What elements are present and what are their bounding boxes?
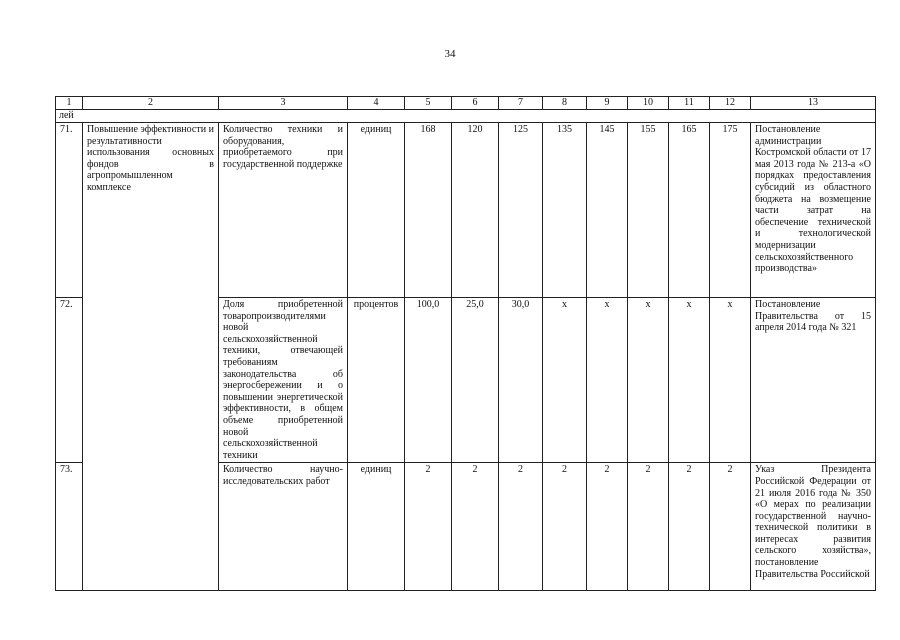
column-number: 4 [348, 97, 405, 110]
table-row [56, 123, 876, 298]
column-number: 13 [751, 97, 876, 110]
value-cell: 175 [710, 123, 751, 298]
column-number: 2 [83, 97, 219, 110]
value-cell: х [710, 298, 751, 463]
value-cell: 25,0 [452, 298, 499, 463]
source-cell: Указ Президента Российской Федерации от 21 июля 2016 года № 350 «О мерах по реализации государственной научно-технической политики в интересах развития сельского хозяйства», постановление Правительства Российской [751, 463, 876, 591]
value-cell: х [669, 298, 710, 463]
indicator-cell: Доля приобретенной товаропроизводителями новой сельскохозяйственной техники, отвечающей требованиям законодательства об энергосбережении и о повышении энергетической эффективности, в общем объеме приобретенной новой сельскохозяйственной техники [219, 298, 348, 463]
row-number: 71. [56, 123, 83, 298]
value-cell: 2 [452, 463, 499, 591]
indicator-cell: Количество техники и оборудования, приобретаемого при государственной поддержке [219, 123, 348, 298]
value-cell: 135 [543, 123, 587, 298]
value-cell: 2 [499, 463, 543, 591]
column-number: 5 [405, 97, 452, 110]
column-number: 12 [710, 97, 751, 110]
value-cell: 2 [543, 463, 587, 591]
unit-cell: процентов [348, 298, 405, 463]
value-cell: 168 [405, 123, 452, 298]
column-number: 7 [499, 97, 543, 110]
value-cell: 2 [405, 463, 452, 591]
column-number-row [56, 97, 876, 110]
value-cell: 155 [628, 123, 669, 298]
column-number: 6 [452, 97, 499, 110]
goal-cell: Повышение эффективности и результативности использования основных фондов в агропромышленном комплексе [83, 123, 219, 591]
value-cell: х [628, 298, 669, 463]
value-cell: х [587, 298, 628, 463]
column-number: 11 [669, 97, 710, 110]
column-number: 3 [219, 97, 348, 110]
value-cell: 2 [587, 463, 628, 591]
unit-cell: единиц [348, 123, 405, 298]
value-cell: 2 [669, 463, 710, 591]
value-cell: 145 [587, 123, 628, 298]
column-number: 8 [543, 97, 587, 110]
value-cell: 125 [499, 123, 543, 298]
value-cell: 30,0 [499, 298, 543, 463]
column-number: 9 [587, 97, 628, 110]
value-cell: 100,0 [405, 298, 452, 463]
continuation-row [56, 110, 876, 123]
page-number: 34 [444, 48, 456, 60]
column-number: 1 [56, 97, 83, 110]
indicators-table [55, 96, 876, 591]
source-cell: Постановление администрации Костромской области от 17 мая 2013 года № 213-а «О порядках предоставления субсидий из областного бюджета на возмещение части затрат на обеспечение технической и технологической модернизации сельскохозяйственного производства» [751, 123, 876, 298]
indicator-cell: Количество научно-исследовательских работ [219, 463, 348, 591]
value-cell: 165 [669, 123, 710, 298]
row-number: 73. [56, 463, 83, 591]
unit-cell: единиц [348, 463, 405, 591]
row-number: 72. [56, 298, 83, 463]
value-cell: 120 [452, 123, 499, 298]
value-cell: 2 [628, 463, 669, 591]
continuation-text: лей [56, 110, 876, 123]
value-cell: 2 [710, 463, 751, 591]
value-cell: х [543, 298, 587, 463]
column-number: 10 [628, 97, 669, 110]
source-cell: Постановление Правительства от 15 апреля 2014 года № 321 [751, 298, 876, 463]
